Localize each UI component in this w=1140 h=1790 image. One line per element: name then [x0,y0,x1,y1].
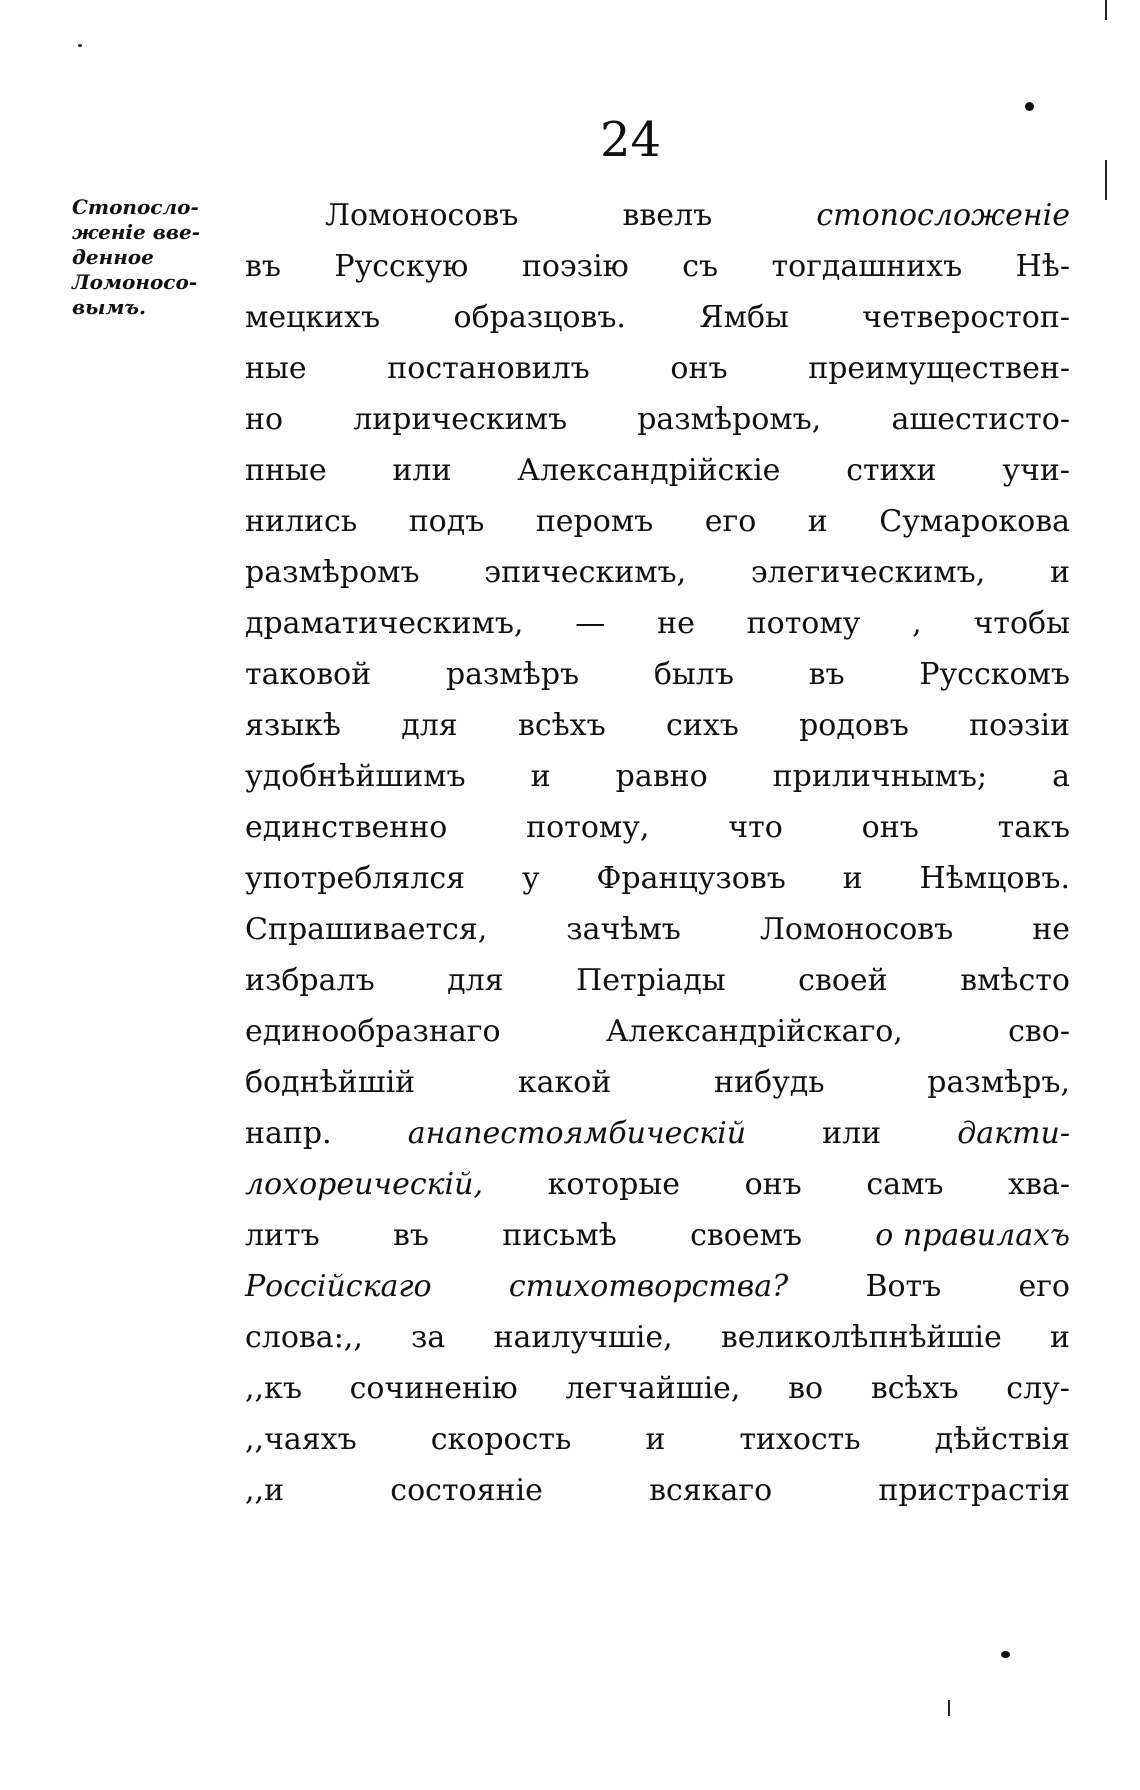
text-line [245,241,1070,292]
word: хва- [1008,1167,1070,1202]
word: которые [547,1167,680,1202]
word: сочиненію [349,1371,518,1406]
word: потому, [526,810,650,845]
text-line [245,445,1070,496]
text-line [245,1261,1070,1312]
word: четверостоп- [862,300,1070,335]
word: всякаго [649,1473,773,1508]
word: его [1018,1269,1070,1304]
word: о правилахъ [875,1218,1070,1253]
word: и [842,861,863,896]
word: ные [245,351,307,386]
word: въ [808,657,845,692]
word: ашестисто- [891,402,1070,437]
word: тихость [739,1422,861,1457]
word: мецкихъ [245,300,381,335]
word: учи- [1002,453,1070,488]
text-line [245,1312,1070,1363]
text-line [245,1159,1070,1210]
word: Петріады [576,963,726,998]
word: — [575,606,606,641]
word: слова:,, [245,1320,363,1355]
word: для [401,708,458,743]
text-line [245,802,1070,853]
word: приличнымъ; [772,759,988,794]
margin-note-line: женіе вве- [72,220,200,244]
word: ,,чаяхъ [245,1422,357,1457]
text-line [245,955,1070,1006]
word: употреблялся [245,861,466,896]
word: потому [746,606,861,641]
word: письмѣ [502,1218,617,1253]
word: поэзіи [969,708,1070,743]
scan-edge-line [1105,0,1107,20]
word: что [728,810,783,845]
word: великолѣпнѣйшіе [720,1320,1002,1355]
scan-speck [78,44,82,47]
word: дѣйствія [934,1422,1070,1457]
word: своей [798,963,888,998]
text-line [245,547,1070,598]
word: Русскую [334,249,469,284]
word: лохореическій, [245,1167,484,1202]
text-line [245,496,1070,547]
margin-note [72,195,232,320]
word: равно [615,759,708,794]
page-number: 24 [600,112,662,168]
word: пные [245,453,327,488]
word: анапестоямбическій [407,1116,747,1151]
word: а [1052,759,1070,794]
word: размѣръ, [927,1065,1070,1100]
text-line [245,649,1070,700]
scan-speck [1001,1651,1010,1658]
word: нились [245,504,358,539]
word: ,,къ [245,1371,302,1406]
word: легчайшіе, [565,1371,741,1406]
word: нибудь [714,1065,825,1100]
word: слу- [1006,1371,1070,1406]
word: Ямбы [699,300,789,335]
text-line [245,190,1070,241]
text-line [245,292,1070,343]
word: сихъ [666,708,739,743]
word: его [704,504,757,539]
body-text [245,190,1070,1516]
text-line [245,853,1070,904]
text-line [245,1006,1070,1057]
margin-note-line: денное [72,245,154,269]
word: и [1050,555,1070,590]
word: для [447,963,504,998]
word: поэзію [521,249,629,284]
word: , [912,606,922,641]
word: или [392,453,452,488]
word: постановилъ [387,351,590,386]
word: Французовъ [596,861,786,896]
word: Ломоносовъ [325,198,519,233]
word: сво- [1008,1014,1070,1049]
word: Александрійскіе [517,453,781,488]
word: избралъ [245,963,375,998]
word: всѣхъ [517,708,606,743]
word: Россійскаго [245,1269,432,1304]
word: образцовъ. [453,300,626,335]
word: въ [393,1218,429,1253]
text-line [245,751,1070,802]
word: эпическимъ, [484,555,687,590]
text-line [245,1108,1070,1159]
scan-speck [1025,102,1034,111]
scan-edge-line [1105,160,1107,200]
word: за [411,1320,446,1355]
word: элегическимъ, [750,555,986,590]
word: языкѣ [245,708,342,743]
word: Сумарокова [879,504,1070,539]
word: не [1032,912,1070,947]
margin-note-line: Ломоносо- [72,270,198,294]
word: дакти- [957,1116,1070,1151]
word: стихи [846,453,937,488]
text-line [245,1210,1070,1261]
word: или [822,1116,882,1151]
text-line [245,343,1070,394]
word: онъ [670,351,728,386]
word: не [657,606,695,641]
word: Нѣ- [1015,249,1070,284]
word: подъ [408,504,485,539]
word: и [1049,1320,1070,1355]
word: размѣромъ, [637,402,822,437]
word: тогдашнихъ [771,249,963,284]
word: Русскомъ [919,657,1070,692]
word: стихотворства? [508,1269,789,1304]
word: всѣхъ [870,1371,959,1406]
word: самъ [866,1167,944,1202]
word: и [530,759,551,794]
word: у [521,861,540,896]
word: Александрійскаго, [605,1014,903,1049]
word: стопосложеніе [816,198,1070,233]
word: пристрастія [878,1473,1070,1508]
word: лирическимъ [353,402,568,437]
word: онъ [861,810,919,845]
word: единообразнаго [245,1014,501,1049]
text-line [245,1363,1070,1414]
word: литъ [245,1218,320,1253]
text-line [245,700,1070,751]
word: ввелъ [622,198,713,233]
text-line [245,598,1070,649]
word: удобнѣйшимъ [245,759,466,794]
word: состояніе [390,1473,543,1508]
word: вмѣсто [960,963,1070,998]
word: единственно [245,810,448,845]
text-line [245,1465,1070,1516]
word: боднѣйшій [245,1065,416,1100]
word: наилучшіе, [493,1320,673,1355]
word: былъ [653,657,734,692]
scan-edge-line [948,1700,950,1716]
word: но [245,402,284,437]
word: своемъ [690,1218,803,1253]
word: чтобы [973,606,1070,641]
word: драматическимъ, [245,606,524,641]
margin-note-line: вымъ. [72,295,147,319]
word: скорость [430,1422,572,1457]
margin-note-line: Стопосло- [72,195,199,219]
word: Ломоносовъ [759,912,954,947]
word: во [788,1371,824,1406]
word: и [645,1422,666,1457]
word: преимуществен- [808,351,1070,386]
word: зачѣмъ [566,912,681,947]
word: Спрашивается, [245,912,488,947]
word: какой [517,1065,612,1100]
word: Нѣмцовъ. [919,861,1070,896]
word: онъ [744,1167,802,1202]
word: размѣромъ [245,555,420,590]
word: съ [682,249,719,284]
word: напр. [245,1116,332,1151]
text-line [245,394,1070,445]
word: таковой [245,657,372,692]
text-line [245,1414,1070,1465]
word: родовъ [799,708,909,743]
text-line [245,1057,1070,1108]
word: и [807,504,828,539]
word: такъ [997,810,1070,845]
word: ,,и [245,1473,285,1508]
word: перомъ [535,504,654,539]
word: Вотъ [865,1269,942,1304]
text-line [245,904,1070,955]
word: въ [245,249,281,284]
word: размѣръ [445,657,580,692]
